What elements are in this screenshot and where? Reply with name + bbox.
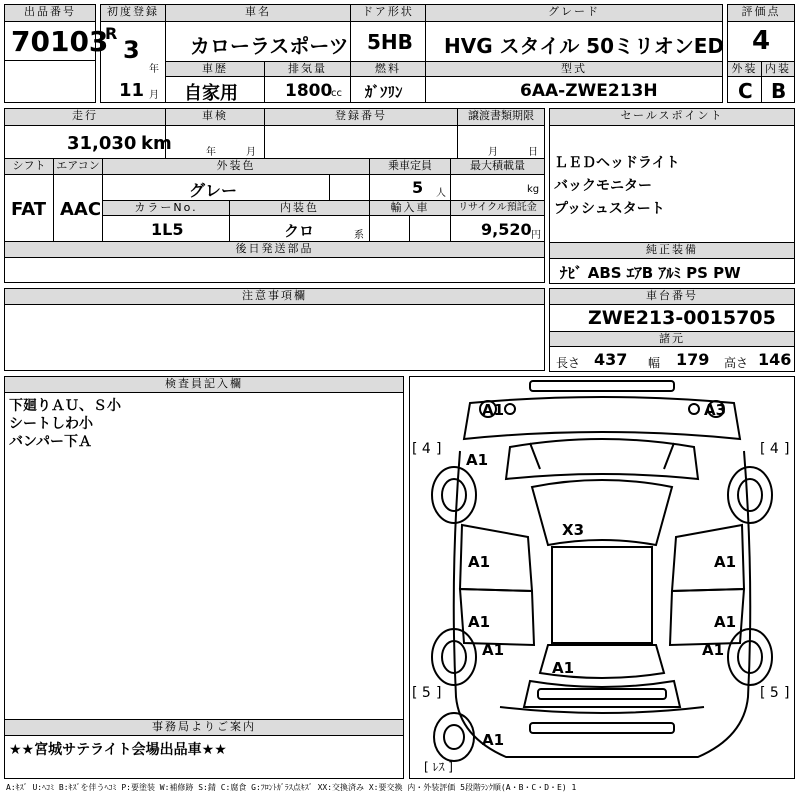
aircon-label: エアコン <box>53 158 103 175</box>
lot-number: 70103 <box>11 25 109 58</box>
interior-score: B <box>771 79 787 103</box>
grade-cell <box>425 21 723 62</box>
capacity: 5 <box>412 178 424 197</box>
transfer-month-unit: 月 <box>488 147 498 158</box>
fuel-label: 燃料 <box>350 61 426 77</box>
chassis-cell <box>549 304 795 332</box>
load-unit: kg <box>527 184 540 195</box>
model: 6AA-ZWE213H <box>520 81 658 101</box>
damage-mark: A1 <box>482 731 505 749</box>
shift-label: シフト <box>4 158 54 175</box>
recycle-cell <box>450 215 545 242</box>
reg-month: 11 <box>119 80 145 101</box>
inspection-cell <box>165 125 265 159</box>
history: 自家用 <box>184 83 238 104</box>
load-label: 最大積載量 <box>450 158 545 175</box>
damage-mark: A1 <box>714 553 737 571</box>
later-parts-label: 後日発送部品 <box>4 241 545 258</box>
sales-point: プッシュスタート <box>554 201 665 217</box>
interior-color-cell <box>229 215 370 242</box>
aircon-cell <box>53 174 103 242</box>
door-cell <box>350 21 426 62</box>
tire-value: ] <box>784 685 790 701</box>
capacity-cell <box>369 174 451 201</box>
tire-label: [ 4 <box>760 441 779 457</box>
exterior-score: C <box>738 79 753 103</box>
inspector-cell <box>4 392 404 720</box>
office-cell <box>4 735 404 779</box>
interior-color: クロ <box>284 222 315 240</box>
spare-label: [ ﾚｽ ] <box>424 760 453 774</box>
color-label: 外装色 <box>102 158 370 175</box>
inspection-year-unit: 年 <box>206 147 216 158</box>
score: 4 <box>752 26 771 56</box>
equipment-cell <box>549 258 795 284</box>
inspection-label: 車検 <box>165 108 265 126</box>
damage-mark: A1 <box>482 401 505 419</box>
import-cell-b <box>409 215 451 242</box>
displacement-label: 排気量 <box>264 61 351 77</box>
damage-mark: A3 <box>704 401 727 419</box>
plate-cell <box>264 125 458 159</box>
exterior-label: 外装 <box>727 61 762 77</box>
height-label: 高さ <box>724 356 749 370</box>
car-name: カローラスポーツ <box>190 34 349 58</box>
aircon: AAC <box>60 199 102 220</box>
shift-cell <box>4 174 54 242</box>
office-label: 事務局よりご案内 <box>4 719 404 736</box>
caution-cell <box>4 304 545 371</box>
car-diagram-drawing <box>410 377 794 778</box>
import-label: 輸入車 <box>369 200 451 216</box>
color: グレー <box>189 181 238 200</box>
mileage: 31,030 <box>67 133 137 154</box>
inspection-month-unit: 月 <box>246 147 256 158</box>
door-type: 5HB <box>367 30 413 54</box>
tire-value: ] <box>436 685 442 701</box>
sales-point: ＬＥＤヘッドライト <box>554 155 680 171</box>
era: R <box>105 24 118 43</box>
later-parts-cell <box>4 257 545 283</box>
load-cell <box>450 174 545 201</box>
interior-color-unit: 系 <box>354 230 364 241</box>
inspector-note: 下廻りＡＵ、Ｓ小 <box>9 398 121 414</box>
damage-mark: A1 <box>482 641 505 659</box>
office-message: ★★宮城サテライト会場出品車★★ <box>9 742 227 758</box>
interior-color-label: 内装色 <box>229 200 370 216</box>
capacity-unit: 人 <box>436 188 446 199</box>
displacement-cell <box>264 76 351 103</box>
shift: FAT <box>11 199 47 220</box>
width: 179 <box>676 350 710 369</box>
history-label: 車歴 <box>165 61 265 77</box>
recycle-label: リサイクル預託金 <box>450 200 545 216</box>
grade: HVG スタイル 50ミリオンED <box>444 34 725 58</box>
tire-label: [ 4 <box>412 441 431 457</box>
recycle: 9,520 <box>481 220 532 239</box>
chassis-number: ZWE213-0015705 <box>588 307 776 329</box>
legend: A:ｷｽﾞ U:ﾍｺﾐ B:ｷｽﾞを伴うﾍｺﾐ P:要塗装 W:補修跡 S:錆 C:腐食 G:ﾌﾛﾝﾄｶﾞﾗｽ点ｷｽﾞ XX:交換済み X:要交換 内・外装評価 5段階ﾗﾝｸ順(A・B・C・D・E) 1 <box>6 783 577 792</box>
color-cell-right <box>329 174 370 201</box>
dims-label: 諸元 <box>549 331 795 347</box>
plate-label: 登録番号 <box>264 108 458 126</box>
displacement: 1800 <box>285 81 333 101</box>
equipment: ﾅﾋﾞ ABS ｴｱB ｱﾙﾐ PS PW <box>560 264 741 282</box>
history-cell <box>165 76 265 103</box>
tire-value: ] <box>436 441 442 457</box>
import-cell-a <box>369 215 410 242</box>
fuel: ｶﾞｿﾘﾝ <box>365 83 403 101</box>
door-label: ドア形状 <box>350 4 426 22</box>
damage-mark: A1 <box>466 451 489 469</box>
height: 146 <box>758 350 792 369</box>
length-label: 長さ <box>556 356 581 370</box>
fuel-cell <box>350 76 426 103</box>
car-name-cell <box>165 21 351 62</box>
grade-label: グレード <box>425 4 723 22</box>
mileage-label: 走行 <box>4 108 166 126</box>
score-label: 評価点 <box>727 4 795 22</box>
color-cell <box>102 174 330 201</box>
lot-cell-lower <box>4 60 96 103</box>
model-label: 型式 <box>425 61 723 77</box>
displacement-unit: cc <box>331 88 342 99</box>
interior-label: 内装 <box>761 61 795 77</box>
car-name-label: 車名 <box>165 4 351 22</box>
transfer-day-unit: 日 <box>528 147 538 158</box>
tire-label: [ 5 <box>412 685 431 701</box>
tire-label: [ 5 <box>760 685 779 701</box>
color-no-label: カラーNo. <box>102 200 230 216</box>
inspector-note: バンパー下Ａ <box>9 434 93 450</box>
month-unit: 月 <box>149 90 159 101</box>
damage-mark: A1 <box>468 553 491 571</box>
reg-year: 3 <box>123 36 140 64</box>
sales-label: セールスポイント <box>549 108 795 126</box>
first-reg-cell <box>100 21 166 103</box>
sales-point: バックモニター <box>554 178 652 194</box>
car-diagram <box>409 376 795 779</box>
inspector-label: 検査員記入欄 <box>4 376 404 393</box>
dims-cell <box>549 346 795 372</box>
recycle-unit: 円 <box>531 230 541 241</box>
chassis-label: 車台番号 <box>549 288 795 305</box>
sales-cell <box>549 125 795 243</box>
model-cell <box>425 76 723 103</box>
color-no-cell <box>102 215 230 242</box>
first-reg-label: 初度登録 <box>100 4 166 22</box>
interior-cell <box>761 76 795 103</box>
equipment-label: 純正装備 <box>549 242 795 259</box>
damage-mark: A1 <box>552 659 575 677</box>
exterior-cell <box>727 76 762 103</box>
length: 437 <box>594 350 628 369</box>
caution-label: 注意事項欄 <box>4 288 545 305</box>
transfer-cell <box>457 125 545 159</box>
lot-label: 出品番号 <box>4 4 96 22</box>
capacity-label: 乗車定員 <box>369 158 451 175</box>
width-label: 幅 <box>648 356 661 370</box>
mileage-cell <box>4 125 172 159</box>
damage-mark: A1 <box>702 641 725 659</box>
damage-mark: A1 <box>468 613 491 631</box>
tire-value: ] <box>784 441 790 457</box>
score-cell <box>727 21 795 62</box>
mileage-unit: km <box>141 133 172 154</box>
damage-mark: A1 <box>714 613 737 631</box>
year-unit: 年 <box>149 64 159 75</box>
damage-mark: X3 <box>562 521 585 539</box>
lot-cell <box>4 21 109 61</box>
transfer-label: 譲渡書類期限 <box>457 108 545 126</box>
inspector-note: シートしわ小 <box>9 416 93 432</box>
color-no: 1L5 <box>151 220 184 239</box>
